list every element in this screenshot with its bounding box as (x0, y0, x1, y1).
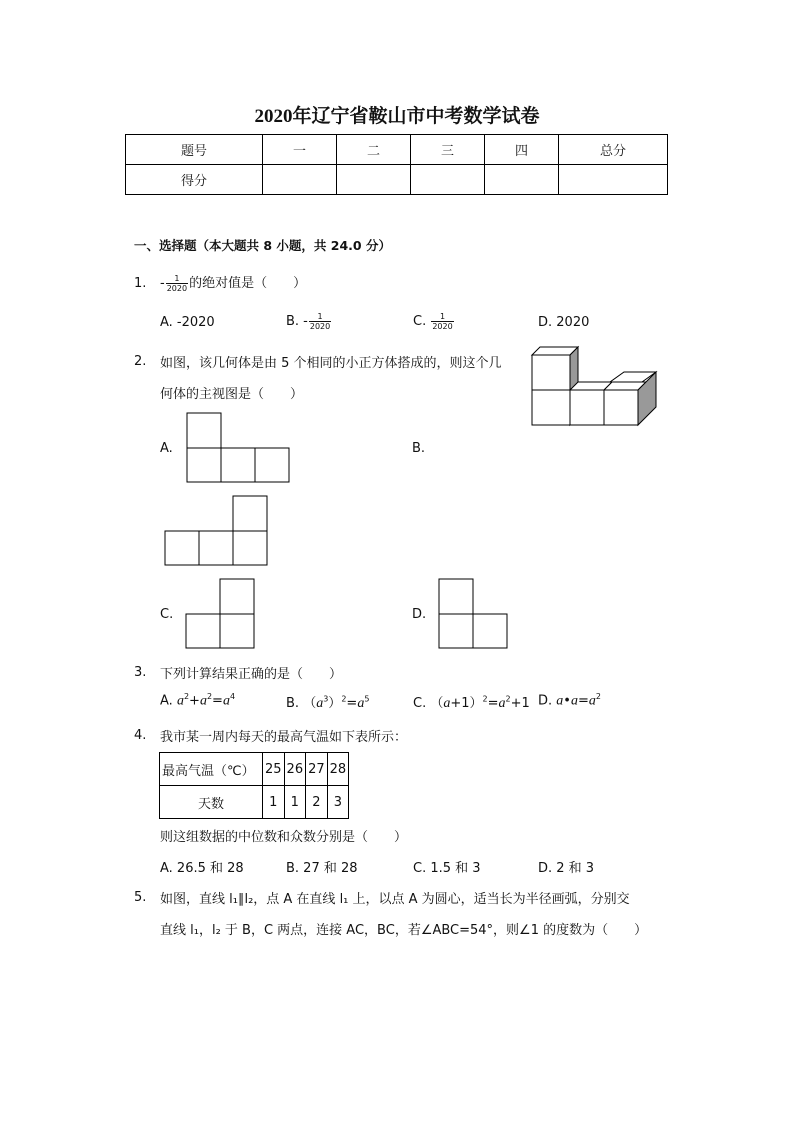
question-text: 则这组数据的中位数和众数分别是（ ） (160, 830, 408, 845)
option-c[interactable]: C. (160, 607, 174, 622)
temp-cell: 27 (306, 753, 328, 786)
option-label: B. - (286, 314, 308, 329)
temperature-row (160, 753, 349, 786)
question-text: 的绝对值是（ ） (189, 276, 307, 291)
page-title: 2020年辽宁省鞍山市中考数学试卷 (254, 106, 540, 127)
days-cell: 1 (284, 786, 306, 819)
option-label: D. (538, 693, 553, 709)
days-row (160, 786, 349, 819)
square (187, 413, 221, 448)
question-stem: 下列计算结果正确的是（ ） (160, 667, 343, 682)
option-c[interactable] (413, 312, 455, 331)
option-a[interactable]: A. (160, 441, 173, 456)
days-cell: 3 (327, 786, 349, 819)
question-stem-line: 何体的主视图是（ ） (160, 387, 304, 402)
square (233, 531, 267, 565)
days-cell: 1 (263, 786, 285, 819)
option-a[interactable]: A. -2020 (160, 315, 215, 330)
temperature-table (159, 752, 349, 819)
square (220, 614, 254, 648)
question-number: 2. (134, 354, 147, 369)
square (186, 614, 220, 648)
cube-front-face (570, 390, 604, 425)
question-number: 4. (134, 728, 147, 743)
score-header-cell: 四 (485, 135, 559, 165)
option-c-figure[interactable] (185, 578, 257, 650)
option-a[interactable]: A. $a^2+a^2=a^4$ (160, 692, 236, 709)
cube-front-face (532, 355, 570, 390)
score-table-row (126, 165, 668, 195)
question-stem (160, 272, 306, 293)
temp-cell: 28 (327, 753, 349, 786)
option-a-figure[interactable] (186, 412, 292, 484)
option-b[interactable] (286, 312, 332, 331)
question-stem-line: 直线 l₁，l₂ 于 B，C 两点，连接 AC，BC，若∠ABC=54°，则∠1 的度数为（ ） (160, 923, 648, 938)
score-header-cell: 总分 (559, 135, 668, 165)
square (187, 448, 221, 482)
option-a[interactable]: A. 26.5 和 28 (160, 861, 244, 876)
square (439, 614, 473, 648)
option-d-figure[interactable] (438, 578, 510, 650)
option-d[interactable]: D. (412, 607, 427, 622)
score-cell[interactable] (411, 165, 485, 195)
option-label: B. (286, 696, 300, 711)
cube-front-face (604, 390, 638, 425)
option-label: C. (413, 696, 427, 711)
fraction-numerator: 1 (431, 312, 453, 322)
cube-front-face (532, 390, 570, 425)
score-header-cell: 三 (411, 135, 485, 165)
option-c[interactable]: C. 1.5 和 3 (413, 861, 481, 876)
temp-cell: 26 (284, 753, 306, 786)
section-heading: 一、选择题（本大题共 8 小题，共 24.0 分） (134, 238, 391, 253)
option-d[interactable]: D. $a•a=a^2$ (538, 692, 601, 709)
option-b-figure[interactable] (164, 495, 270, 567)
solid-figure (528, 343, 660, 429)
score-cell[interactable] (263, 165, 337, 195)
days-cell: 2 (306, 786, 328, 819)
score-table (125, 134, 668, 195)
score-table-header-row (126, 135, 668, 165)
question-stem-line: 如图，直线 l₁∥l₂，点 A 在直线 l₁ 上，以点 A 为圆心，适当长为半径画弧，分别交 (160, 892, 630, 907)
score-header-cell: 一 (263, 135, 337, 165)
row-label: 最高气温（℃） (160, 753, 263, 786)
score-cell[interactable] (485, 165, 559, 195)
fraction-denominator: 2020 (432, 322, 453, 331)
score-header-cell: 题号 (126, 135, 263, 165)
score-header-cell: 二 (337, 135, 411, 165)
row-label: 天数 (160, 786, 263, 819)
option-c[interactable]: C. $(a+1)^2=a^2+1$ (413, 694, 530, 711)
question-number: 5. (134, 890, 147, 905)
option-label: A. (160, 693, 173, 709)
score-row-label: 得分 (126, 165, 263, 195)
fraction (166, 274, 188, 293)
option-d[interactable]: D. 2020 (538, 315, 590, 330)
option-b[interactable]: B. 27 和 28 (286, 861, 358, 876)
fraction-denominator: 2020 (166, 284, 188, 293)
square (220, 579, 254, 614)
question-number: 3. (134, 665, 147, 680)
fraction (309, 312, 331, 331)
option-b[interactable]: B. $(a^3)^2=a^5$ (286, 694, 370, 711)
square (233, 496, 267, 531)
temp-cell: 25 (263, 753, 285, 786)
score-cell[interactable] (559, 165, 668, 195)
square (165, 531, 199, 565)
fraction-numerator: 1 (309, 312, 331, 322)
square (439, 579, 473, 614)
square (255, 448, 289, 482)
square (199, 531, 233, 565)
fraction-denominator: 2020 (309, 322, 331, 331)
score-cell[interactable] (337, 165, 411, 195)
square (221, 448, 255, 482)
option-b[interactable]: B. (412, 441, 426, 456)
question-number: 1. (134, 276, 147, 291)
minus-sign: - (160, 276, 165, 291)
fraction-numerator: 1 (166, 274, 188, 284)
square (473, 614, 507, 648)
fraction (431, 312, 453, 331)
option-d[interactable]: D. 2 和 3 (538, 861, 595, 876)
option-label: C. (413, 314, 431, 329)
question-stem: 我市某一周内每天的最高气温如下表所示： (160, 730, 408, 745)
question-stem-line: 如图，该几何体是由 5 个相同的小正方体搭成的，则这个几 (160, 356, 502, 371)
